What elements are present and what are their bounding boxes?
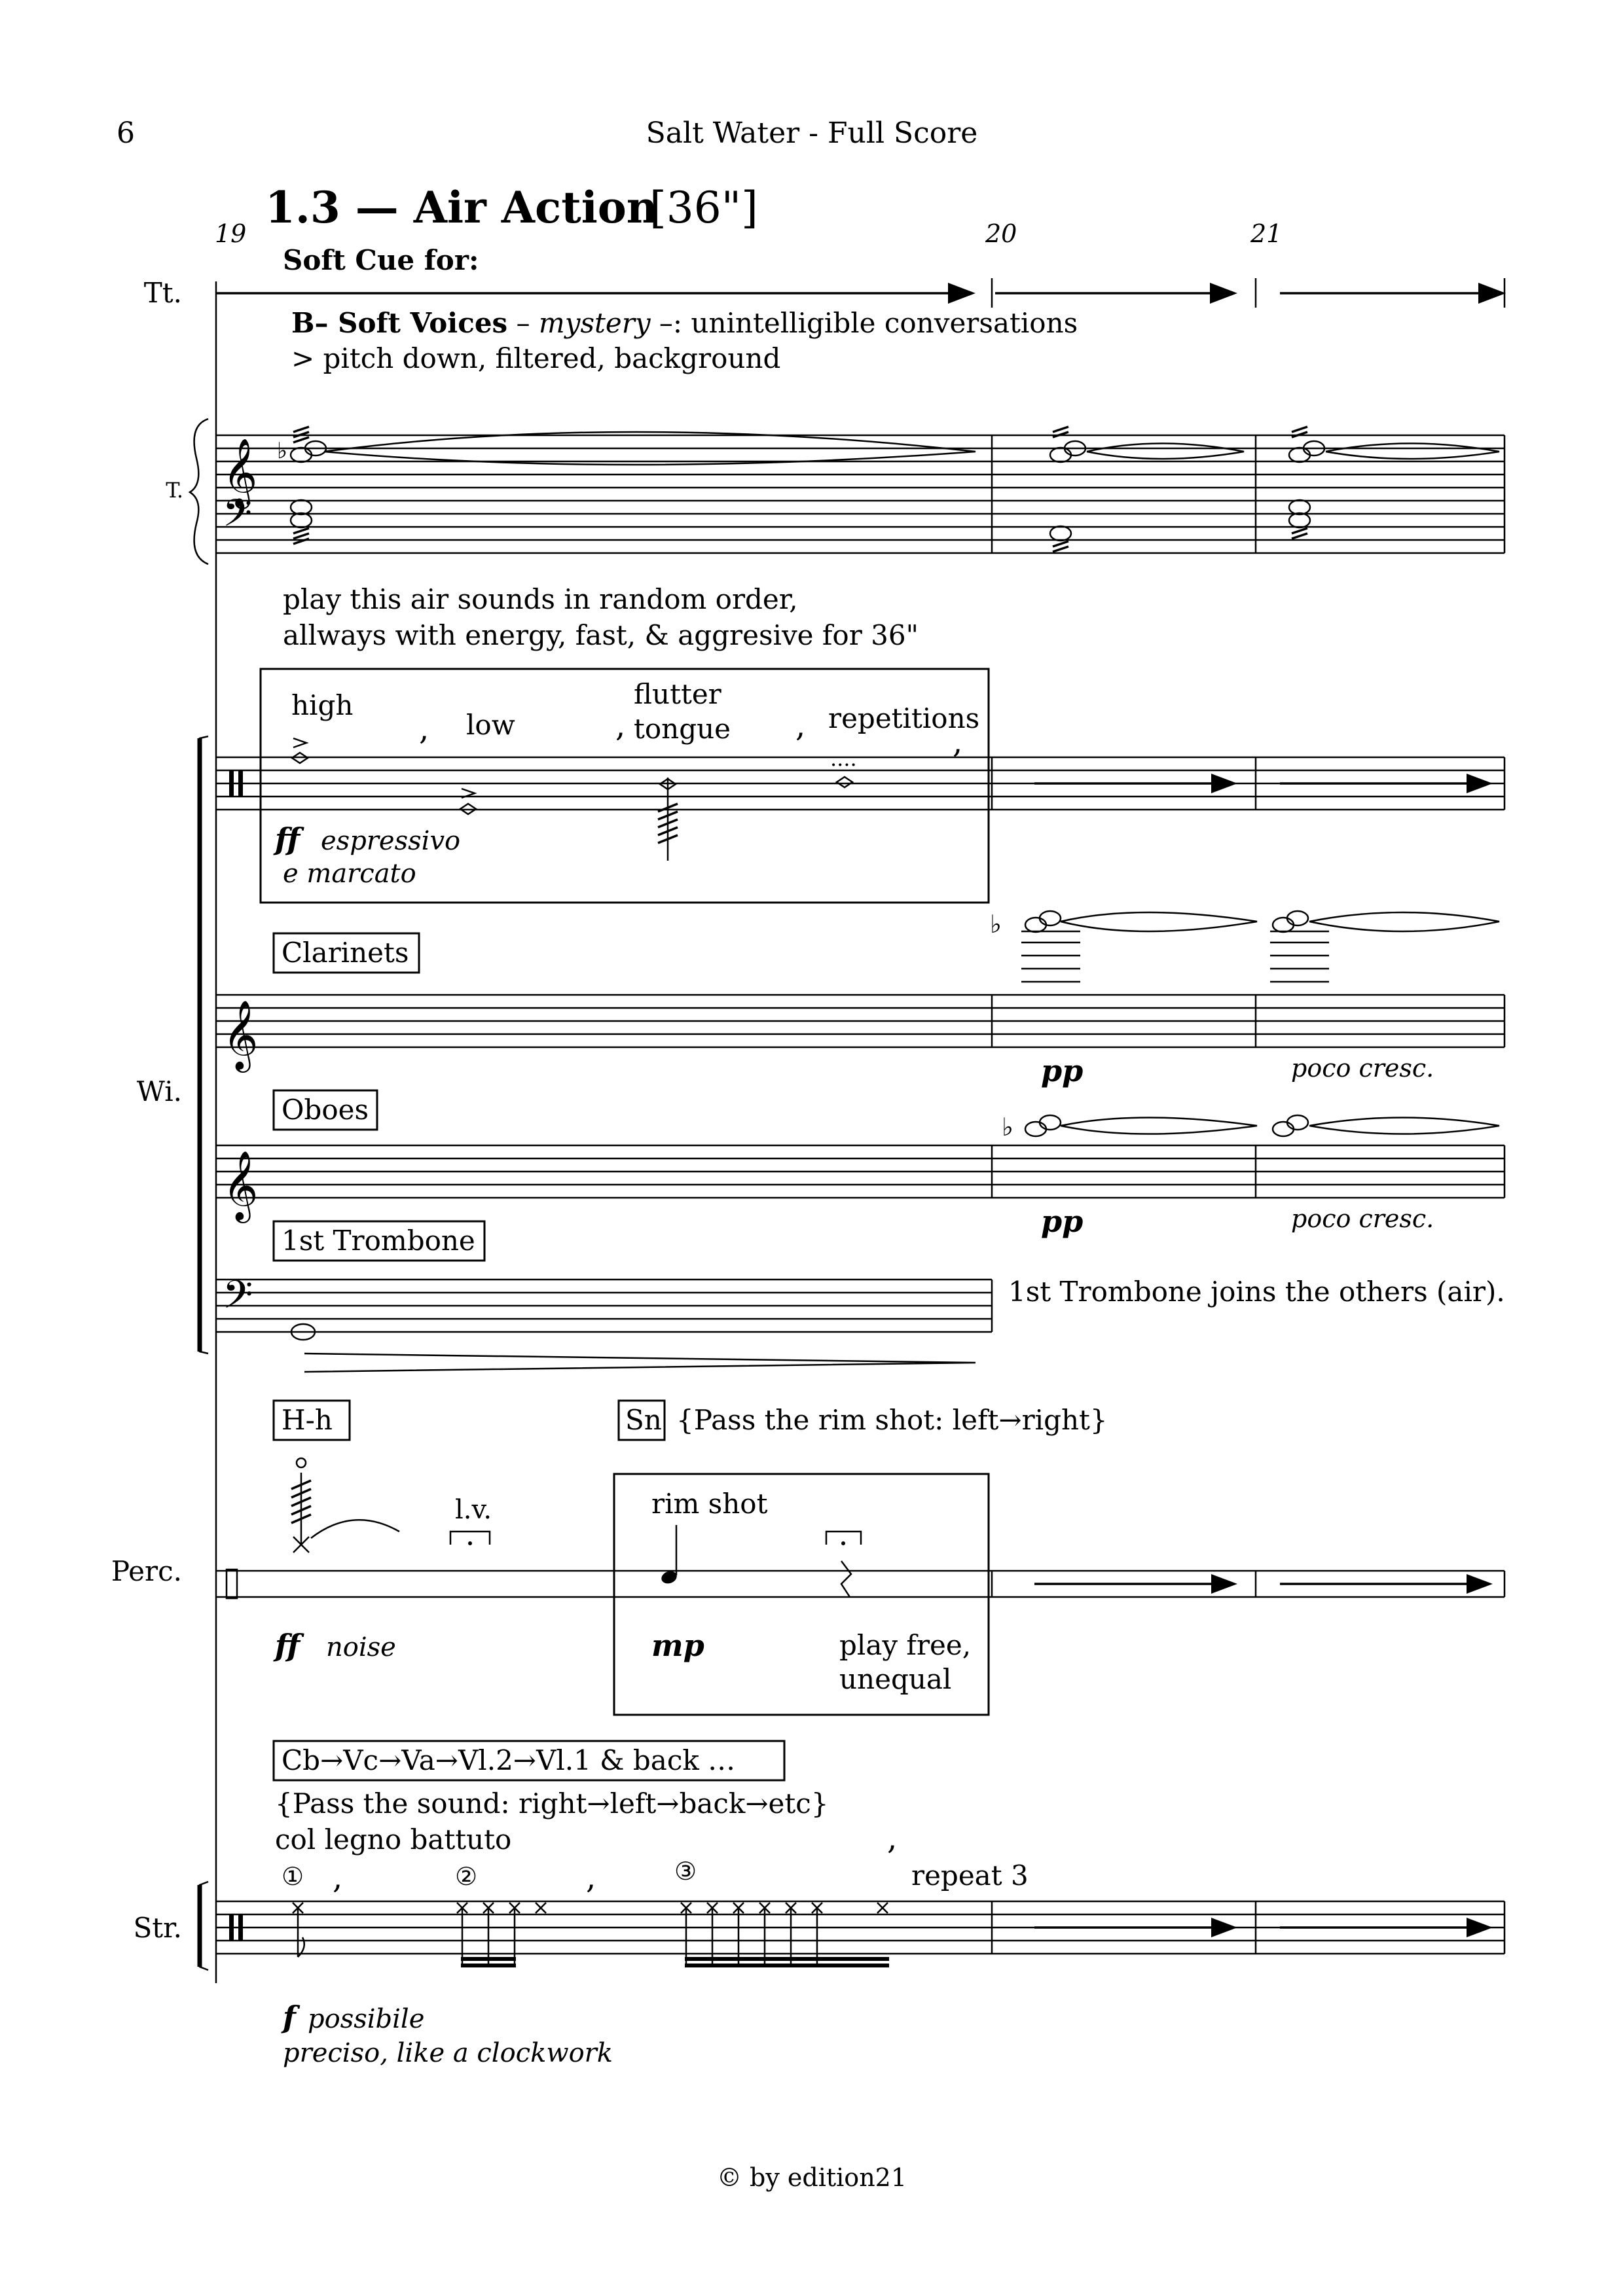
svg-text:♭: ♭ [1002, 1113, 1013, 1141]
string-order-label: Cb→Vc→Va→Vl.2→Vl.1 & back … [282, 1744, 736, 1776]
strings-dynamic-f: f [283, 2000, 296, 2035]
clarinets-poco-cresc: poco cresc. [1291, 1054, 1434, 1083]
percussion-dynamic-mp: mp [651, 1628, 704, 1663]
air-low-label: low [466, 709, 515, 741]
page-number: 6 [117, 117, 135, 150]
instrument-label-strings: Str. [133, 1912, 182, 1944]
soft-voices-line: B– Soft Voices – mystery –: unintelligible conversations [291, 307, 1078, 339]
trombone-joins-text: 1st Trombone joins the others (air). [1008, 1276, 1505, 1308]
clarinets-dynamic-pp: pp [1041, 1053, 1084, 1088]
string-group-2: ② [455, 1862, 478, 1891]
instrument-label-winds: Wi. [136, 1075, 182, 1107]
air-instruction-line1: play this air sounds in random order, [283, 583, 798, 615]
string-comma: , [887, 1820, 898, 1857]
measure-number-21: 21 [1250, 219, 1283, 248]
bass-clef-icon: 𝄢 [223, 491, 253, 545]
soft-cue-label: Soft Cue for: [283, 244, 479, 276]
copyright-footer: © by edition21 [716, 2163, 907, 2192]
svg-text:,: , [953, 724, 963, 761]
clarinets-label: Clarinets [282, 937, 409, 969]
pass-sound-text: {Pass the sound: right→left→back→etc} [275, 1787, 829, 1820]
string-comma: , [333, 1859, 343, 1896]
percussion-noise: noise [326, 1632, 396, 1662]
treble-clef-icon: 𝄞 [223, 999, 259, 1069]
trombone-label: 1st Trombone [282, 1225, 475, 1257]
tape-treble-staff [216, 435, 1504, 488]
air-high-label: high [291, 689, 354, 721]
string-group-1: ① [282, 1862, 304, 1891]
percussion-dynamic-ff: ff [275, 1628, 301, 1663]
air-expression-marcato: e marcato [283, 859, 416, 889]
tape-barlines [992, 435, 1504, 553]
oboes-dynamic-pp: pp [1041, 1204, 1084, 1239]
instrument-label-percussion: Perc. [111, 1555, 182, 1587]
svg-text:,: , [795, 708, 806, 744]
col-legno-text: col legno battuto [275, 1823, 512, 1856]
instrument-label-tape: Tt. [143, 277, 182, 309]
string-group-3: ③ [674, 1857, 697, 1886]
air-flutter-label: flutter [634, 678, 721, 710]
pass-rim-shot-text: {Pass the rim shot: left→right} [676, 1404, 1108, 1436]
bass-clef-icon: 𝄢 [223, 1272, 253, 1327]
svg-text:♭: ♭ [990, 910, 1002, 939]
tape-timeline [216, 278, 1506, 308]
oboes-staff [216, 1145, 1504, 1198]
air-dynamic-ff: ff [275, 821, 301, 857]
instrument-label-tape-staff: T. [166, 478, 183, 503]
section-duration: [36"] [649, 183, 758, 233]
svg-text:....: .... [830, 746, 857, 771]
strings-possibile: possibile [308, 2004, 425, 2034]
grand-staff-brace [190, 419, 208, 564]
air-instruction-line2: allways with energy, fast, & aggresive for 36" [283, 619, 919, 651]
strings-notes [293, 1903, 889, 1967]
rim-shot-notes [660, 1525, 861, 1597]
air-tongue-label: tongue [634, 713, 731, 745]
clarinets-staff [216, 995, 1504, 1047]
snare-label: Sn [625, 1404, 662, 1436]
tape-bass-notes [291, 500, 1310, 552]
air-repetitions-label: repetitions [828, 702, 980, 734]
repeat-label: repeat 3 [911, 1859, 1029, 1892]
string-comma: , [586, 1859, 596, 1896]
trombone-staff [216, 1280, 992, 1332]
rim-shot-label: rim shot [651, 1488, 768, 1520]
tape-bass-staff [216, 501, 1504, 553]
clarinets-notes [990, 910, 1499, 982]
play-free-text: play free, [839, 1629, 972, 1661]
section-heading: 1.3 — Air Action [265, 182, 658, 233]
measure-number-19: 19 [215, 219, 247, 248]
strings-preciso: preciso, like a clockwork [283, 2038, 613, 2068]
svg-text:,: , [419, 711, 429, 747]
lv-label: l.v. [455, 1495, 492, 1525]
soft-voices-description: > pitch down, filtered, background [291, 342, 781, 374]
svg-text:♭: ♭ [277, 438, 288, 464]
unequal-text: unequal [839, 1663, 952, 1695]
percussion-continuation-arrows [1034, 1574, 1493, 1594]
oboes-label: Oboes [282, 1094, 369, 1126]
page-title: Salt Water - Full Score [646, 117, 978, 150]
oboes-notes [1002, 1113, 1499, 1141]
hihat-label: H-h [282, 1404, 333, 1436]
air-expression-espressivo: espressivo [321, 826, 461, 856]
tape-treble-notes [277, 427, 1499, 465]
measure-number-20: 20 [985, 219, 1017, 248]
svg-text:,: , [615, 708, 626, 744]
treble-clef-icon: 𝄞 [223, 438, 258, 507]
oboes-poco-cresc: poco cresc. [1291, 1204, 1434, 1233]
treble-clef-icon: 𝄞 [223, 1150, 259, 1220]
